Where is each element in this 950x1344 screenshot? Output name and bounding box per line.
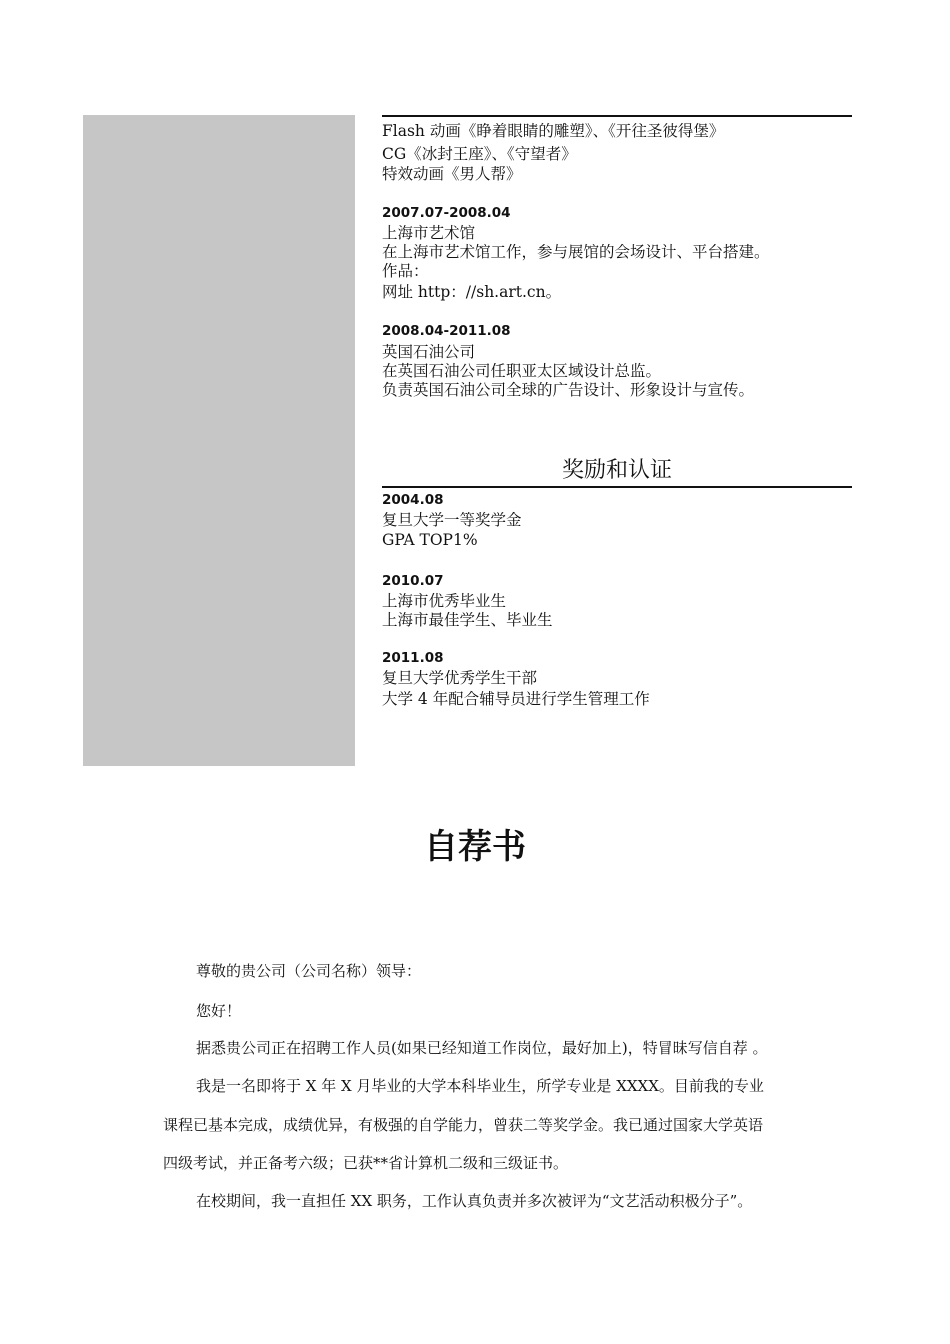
letter-paragraph: 课程已基本完成，成绩优异，有极强的自学能力，曾获二等奖学金。我已通过国家大学英语 xyxy=(163,1116,764,1134)
awards-heading: 奖励和认证 xyxy=(561,458,672,483)
letter-paragraph: 我是一名即将于 X 年 X 月毕业的大学本科毕业生，所学专业是 XXXX。目前我的专业 xyxy=(196,1077,764,1095)
salutation: 尊敬的贵公司（公司名称）领导： xyxy=(196,962,422,980)
works-line: 特效动画《男人帮》 xyxy=(382,165,522,183)
award-line: 复旦大学一等奖学金 xyxy=(382,511,522,529)
top-divider xyxy=(382,115,852,117)
greeting: 您好！ xyxy=(196,1002,242,1020)
award-date: 2011.08 xyxy=(382,650,444,666)
works-line: Flash 动画《睁着眼睛的雕塑》、《开往圣彼得堡》 xyxy=(382,122,725,140)
entry-line: 上海市艺术馆 xyxy=(382,224,476,242)
entry-line: 负责英国石油公司全球的广告设计、形象设计与宣传。 xyxy=(382,381,755,399)
entry-line: 在英国石油公司任职亚太区域设计总监。 xyxy=(382,362,662,380)
letter-paragraph: 据悉贵公司正在招聘工作人员(如果已经知道工作岗位，最好加上)，特冒昧写信自荐 。 xyxy=(196,1039,768,1057)
award-date: 2004.08 xyxy=(382,492,444,508)
cover-letter-title: 自荐书 xyxy=(424,827,526,867)
entry-line: 作品： xyxy=(382,262,429,280)
entry-line: 网址 http：//sh.art.cn。 xyxy=(382,283,562,301)
award-line: 大学 4 年配合辅导员进行学生管理工作 xyxy=(382,690,650,708)
award-line: 上海市最佳学生、毕业生 xyxy=(382,611,553,629)
works-line: CG《冰封王座》、《守望者》 xyxy=(382,145,577,163)
entry-line: 英国石油公司 xyxy=(382,343,476,361)
awards-divider xyxy=(382,486,852,488)
award-line: 复旦大学优秀学生干部 xyxy=(382,669,538,687)
letter-paragraph: 四级考试，并正备考六级；已获**省计算机二级和三级证书。 xyxy=(163,1154,569,1172)
sidebar-photo-area xyxy=(83,115,355,766)
entry-date: 2007.07-2008.04 xyxy=(382,205,511,221)
award-date: 2010.07 xyxy=(382,573,444,589)
award-line: 上海市优秀毕业生 xyxy=(382,592,507,610)
letter-paragraph: 在校期间，我一直担任 XX 职务，工作认真负责并多次被评为“文艺活动积极分子”。 xyxy=(196,1192,753,1210)
entry-date: 2008.04-2011.08 xyxy=(382,323,511,339)
entry-line: 在上海市艺术馆工作，参与展馆的会场设计、平台搭建。 xyxy=(382,243,770,261)
award-line: GPA TOP1% xyxy=(382,531,478,549)
